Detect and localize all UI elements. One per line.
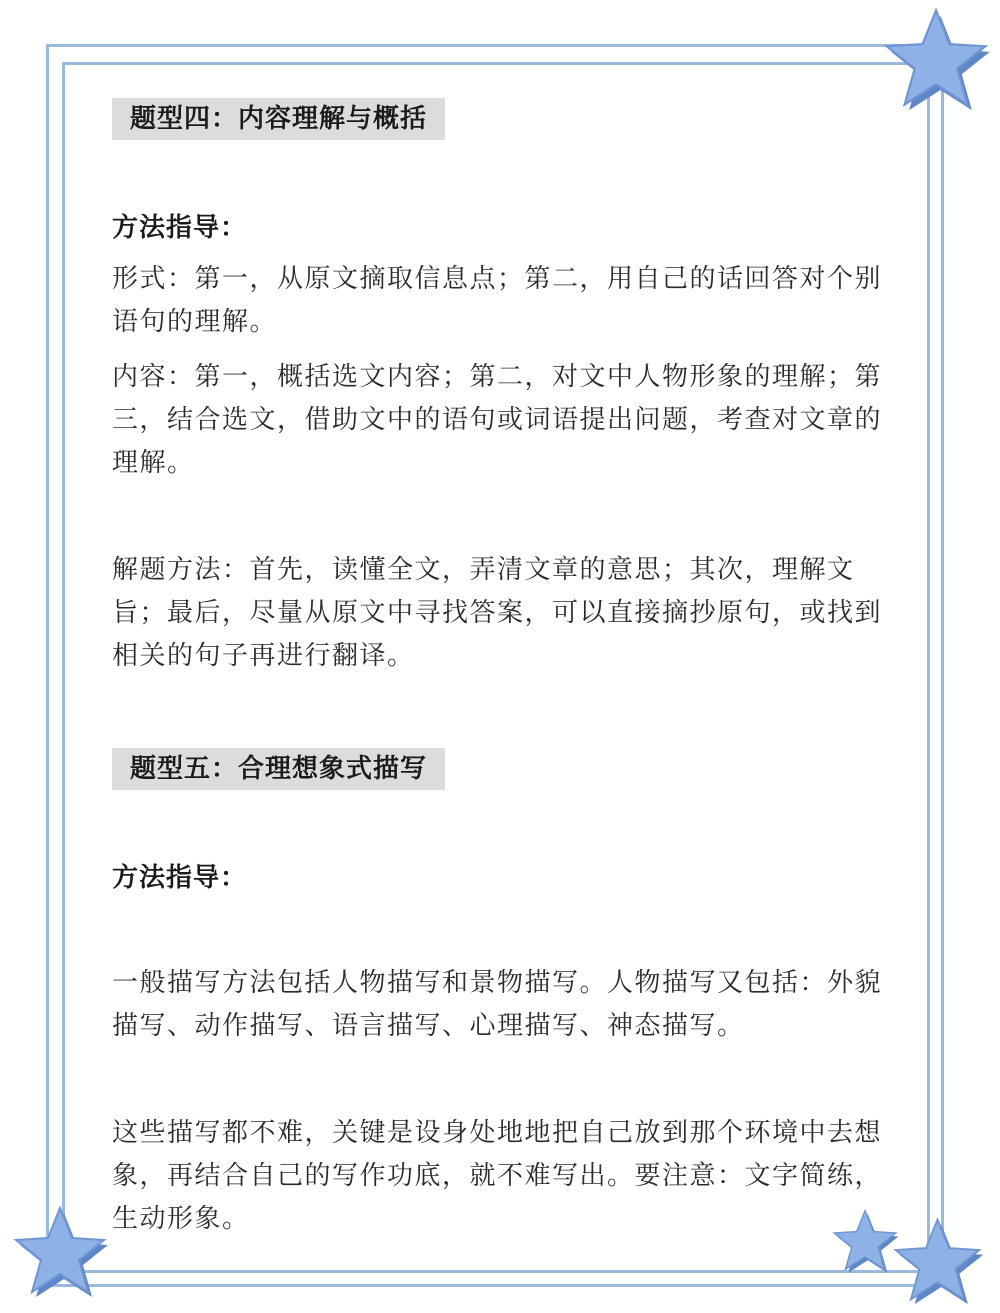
section4-heading: 题型四：内容理解与概括 (112, 98, 445, 140)
content (112, 98, 902, 1241)
section4-method-label: 方法指导： (112, 213, 248, 243)
section5-paragraph-1: 一般描写方法包括人物描写和景物描写。人物描写又包括：外貌描写、动作描写、语言描写、心理描写、神态描写。 (112, 968, 883, 1041)
section4-form-paragraph: 形式：第一，从原文摘取信息点；第二，用自己的话回答对个别语句的理解。 (112, 264, 883, 337)
star-icon-bottom-left (10, 1200, 110, 1300)
star-icon-bottom-right (890, 1212, 985, 1307)
section5-paragraph-2: 这些描写都不难，关键是设身处地地把自己放到那个环境中去想象，再结合自己的写作功底，就不难写出。要注意：文字简练，生动形象。 (112, 1118, 883, 1234)
section5-heading: 题型五：合理想象式描写 (112, 748, 445, 790)
section4-approach-paragraph: 解题方法：首先，读懂全文，弄清文章的意思；其次，理解文旨；最后，尽量从原文中寻找答案，可以直接摘抄原句，或找到相关的句子再进行翻译。 (112, 555, 883, 671)
section4-content-paragraph: 内容：第一，概括选文内容；第二，对文中人物形象的理解；第三，结合选文，借助文中的语句或词语提出问题，考查对文章的理解。 (112, 362, 883, 478)
section5-method-label: 方法指导： (112, 863, 248, 893)
